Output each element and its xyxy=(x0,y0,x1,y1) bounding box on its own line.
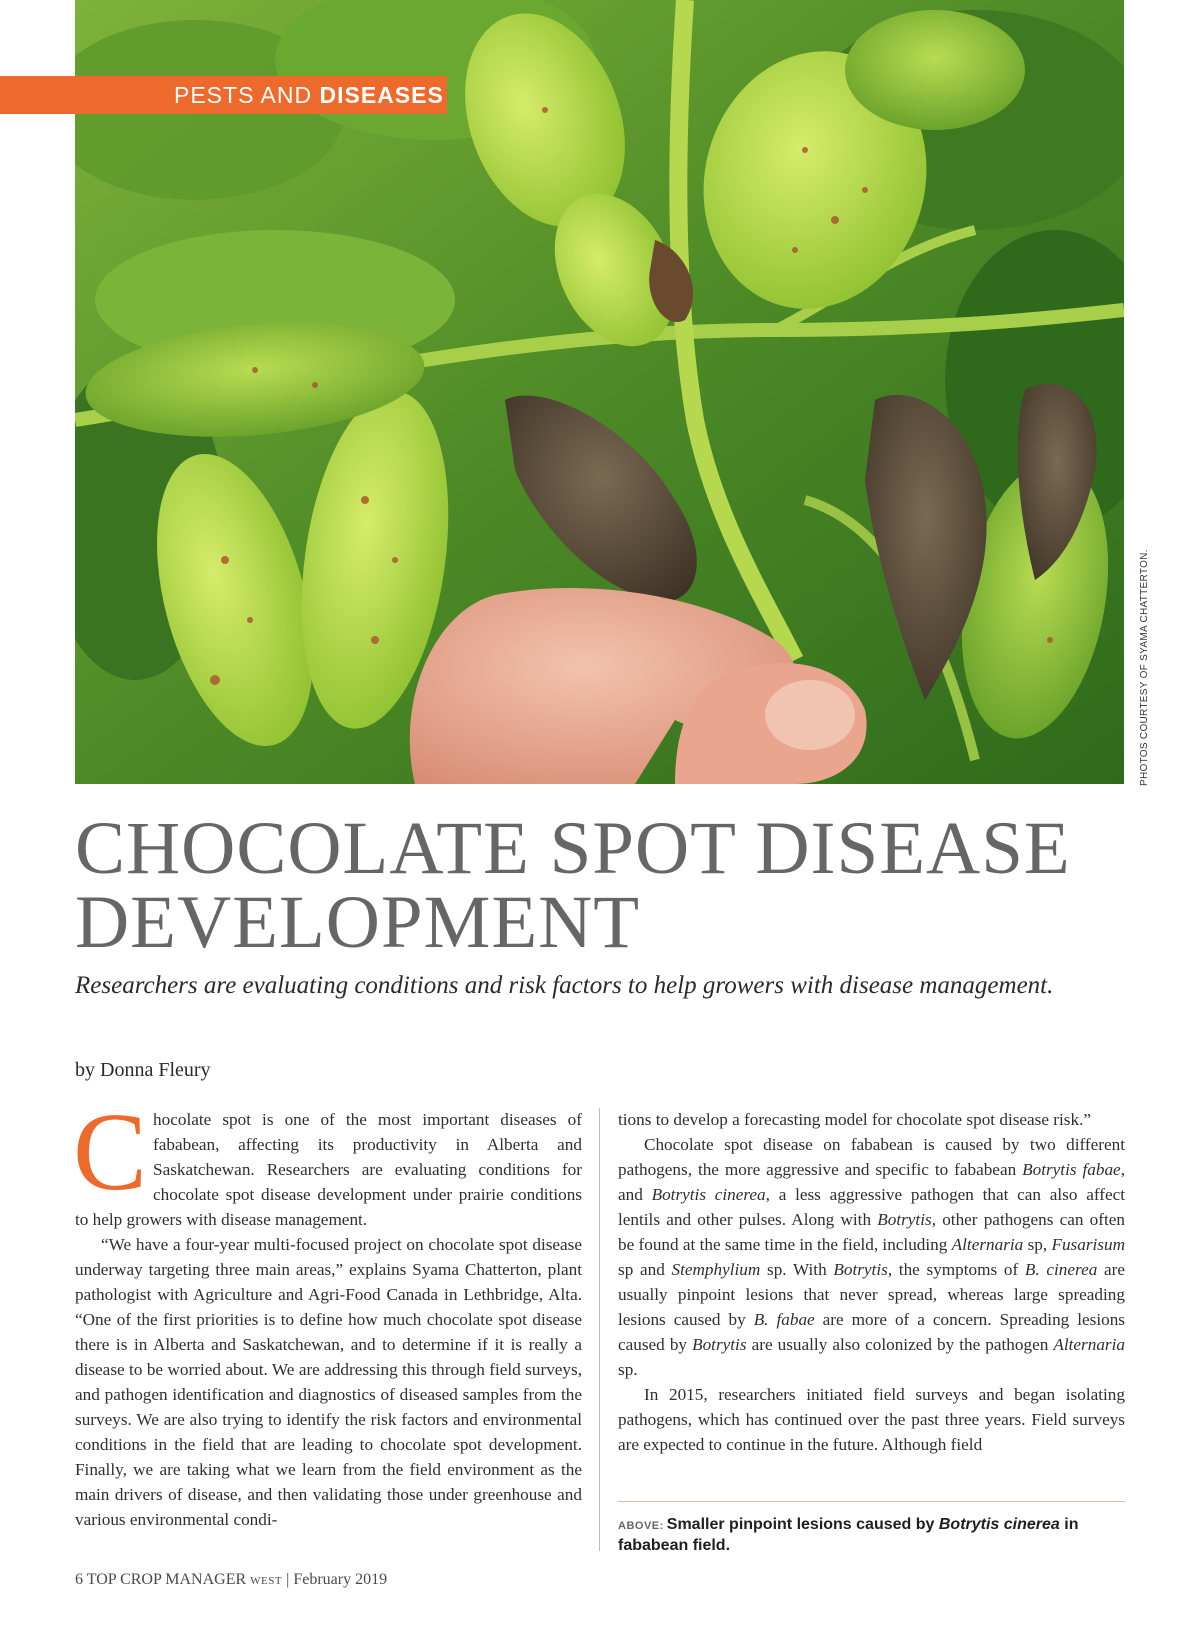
article-deck: Researchers are evaluating conditions and risk factors to help growers with disease management. xyxy=(75,972,1054,999)
body-paragraph: tions to develop a forecasting model for chocolate spot disease risk.” xyxy=(618,1110,1091,1129)
article-title xyxy=(75,807,1135,964)
hero-photo xyxy=(75,0,1124,784)
section-label xyxy=(0,76,447,114)
magazine-name: TOP CROP MANAGER xyxy=(86,1571,247,1588)
page-footer xyxy=(75,1571,387,1589)
drop-cap: C xyxy=(73,1091,148,1214)
body-paragraph: Chocolate spot disease on fababean is caused by two different pathogens, the more aggressive and specific to fababean Botrytis fabae, and Botrytis cinerea, a less aggressive pathogen that can also affect lentils and other pulses. Along with Botrytis, other pathogens can often be found at the same time in the field, including Alternaria sp, Fusarisum sp and Stemphylium sp. With Botrytis, the symptoms of B. cinerea are usually pinpoint lesions that never spread, whereas large spreading lesions caused by B. fabae are more of a concern. Spreading lesions caused by Botrytis are usually also colonized by the pathogen Alternaria sp. xyxy=(618,1135,1126,1379)
title-line-1: CHOCOLATE SPOT DISEASE xyxy=(75,807,1071,890)
section-label-light: PESTS AND xyxy=(174,82,313,108)
issue-date: February 2019 xyxy=(293,1571,388,1588)
body-column-right xyxy=(618,1107,1125,1457)
body-paragraph: “We have a four-year multi-focused project on chocolate spot disease underway targeting three main areas,” explains Syama Chatterton, plant pathologist with Agriculture and Agri-Food Canada in Lethbridge, Alta. “One of the first priorities is to define how much chocolate spot disease there is in Alberta and Saskatchewan, and to determine if it is really a disease to be worried about. We are addressing this through field surveys, and pathogen identification and diagnostics of diseased samples from the surveys. We are also trying to identify the risk factors and environmental conditions in the field that are leading to chocolate spot development. Finally, we are taking what we learn from the field environment as the main drivers of disease, and then validating those under greenhouse and various environmental condi- xyxy=(75,1235,582,1529)
photo-credit xyxy=(1139,549,1153,786)
column-divider xyxy=(599,1108,600,1551)
footer-separator: | xyxy=(286,1571,290,1588)
photo-caption: ABOVE: Smaller pinpoint lesions caused by Botrytis cinerea in fababean field. xyxy=(618,1516,1079,1554)
section-label-bold: DISEASES xyxy=(319,82,444,108)
body-paragraph: Chocolate spot is one of the most important diseases of fababean, affecting its productivity in Alberta and Saskatchewan. Researchers are evaluating conditions for chocolate spot disease development under prairie conditions to help growers with disease management. xyxy=(73,1091,582,1229)
caption-divider xyxy=(618,1501,1125,1502)
byline: by Donna Fleury xyxy=(75,1059,211,1081)
magazine-edition: WEST xyxy=(250,1575,283,1587)
title-line-2: DEVELOPMENT xyxy=(75,881,641,964)
page-number: 6 xyxy=(75,1571,83,1588)
photo-credit-text: PHOTOS COURTESY OF SYAMA CHATTERTON. xyxy=(1139,549,1150,786)
body-column-left xyxy=(73,1091,582,1532)
caption-label: ABOVE: xyxy=(618,1520,664,1532)
body-paragraph: In 2015, researchers initiated field surveys and began isolating pathogens, which has continued over the past three years. Field surveys are expected to continue in the future. Although field xyxy=(618,1385,1125,1454)
fababean-leaves-image xyxy=(75,0,1124,784)
